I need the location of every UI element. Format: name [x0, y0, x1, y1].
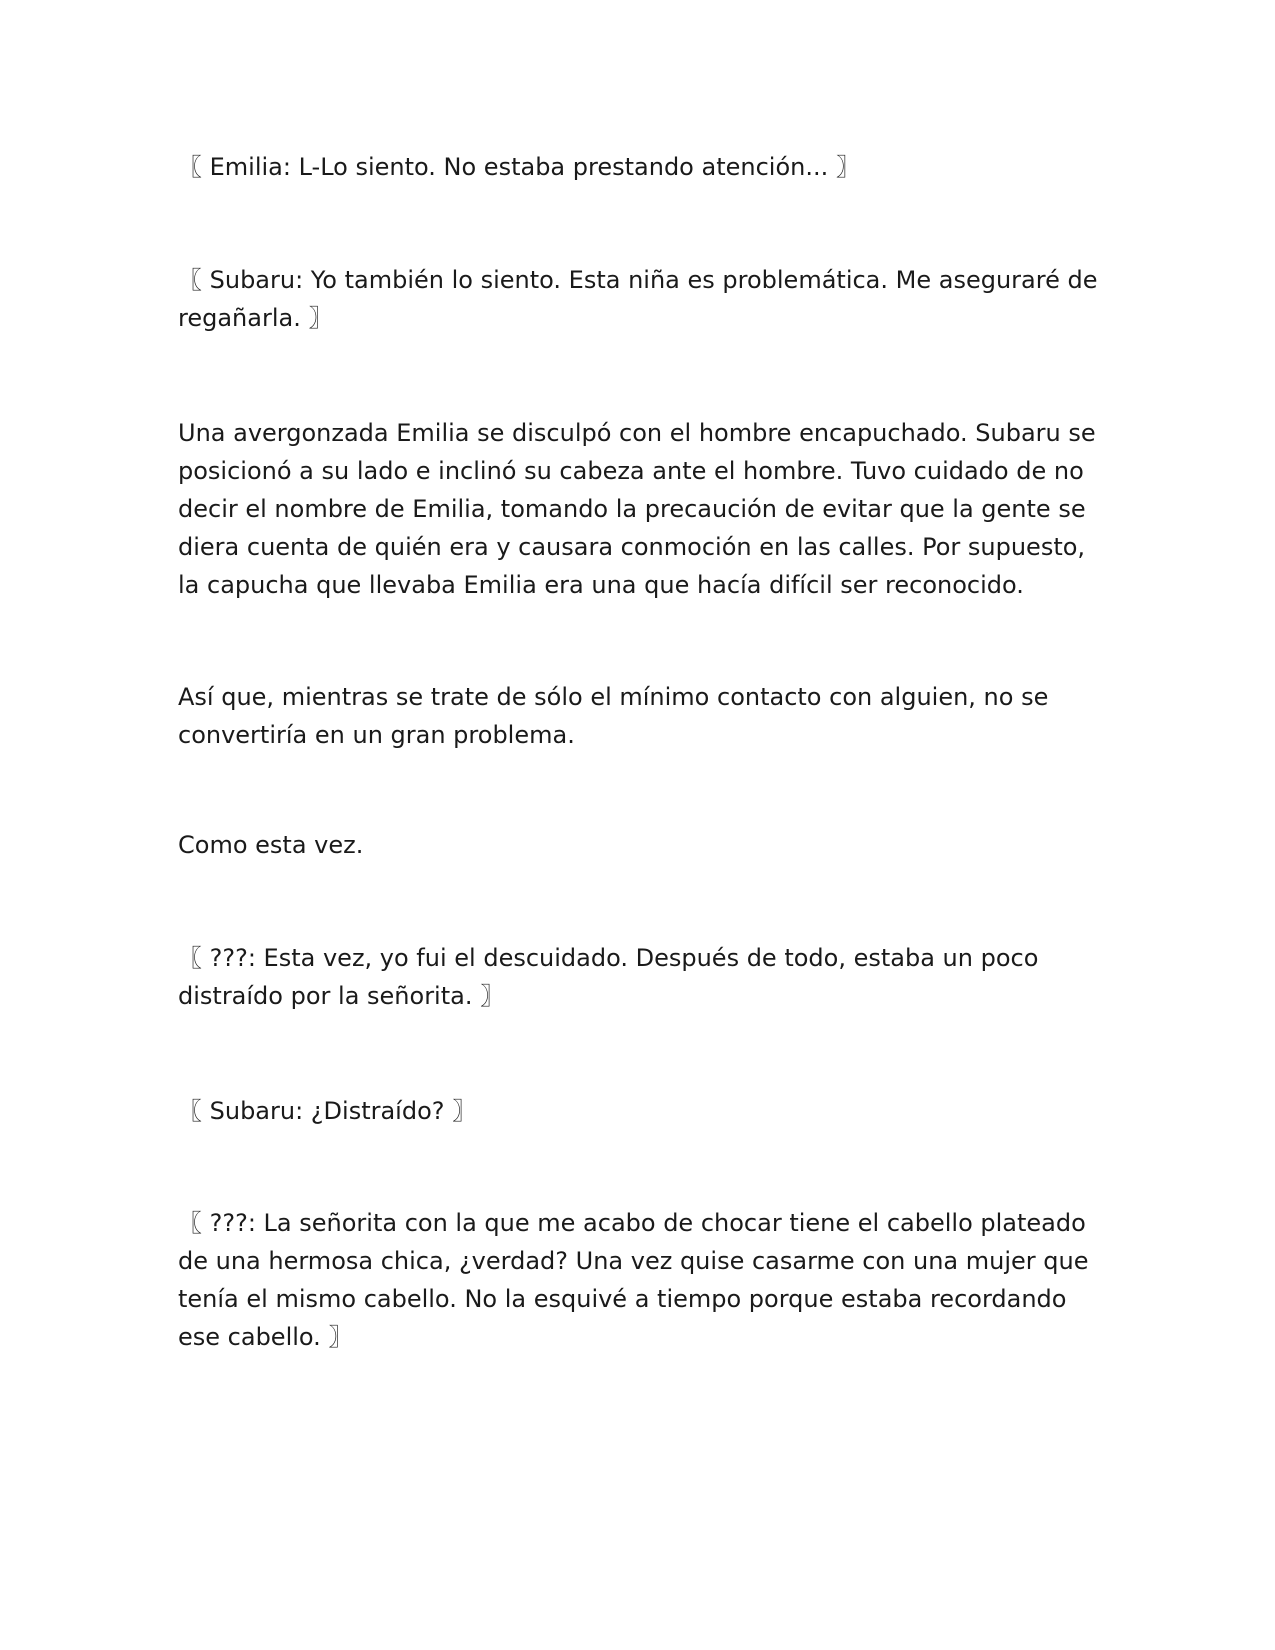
paragraph-emilia-apology: 〖 Emilia: L-Lo siento. No estaba prestando atención... 〗 — [178, 153, 860, 181]
paragraph-stranger-careless: 〖 ???: Esta vez, yo fui el descuidado. Después de todo, estaba un poco distraído por la señorita. 〗 — [178, 944, 1039, 1010]
paragraph-subaru-apology: 〖 Subaru: Yo también lo siento. Esta niña es problemática. Me aseguraré de regañarla. 〗 — [178, 266, 1098, 332]
paragraph-stranger-silver-hair: 〖 ???: La señorita con la que me acabo de chocar tiene el cabello plateado de una hermosa chica, ¿verdad? Una vez quise casarme con una mujer que tenía el mismo cabello. No la esquivé a tiempo porque estaba recordando ese cabello. 〗 — [178, 1209, 1089, 1351]
paragraph-narration-this-time: Como esta vez. — [178, 831, 364, 859]
paragraph-subaru-distracted: 〖 Subaru: ¿Distraído? 〗 — [178, 1097, 477, 1125]
paragraph-narration-contact: Así que, mientras se trate de sólo el mínimo contacto con alguien, no se convertiría en un gran problema. — [178, 683, 1049, 749]
paragraph-narration-hooded-man: Una avergonzada Emilia se disculpó con el hombre encapuchado. Subaru se posicionó a su lado e inclinó su cabeza ante el hombre. Tuvo cuidado de no decir el nombre de Emilia, tomando la precaución de evitar que la gente se diera cuenta de quién era y causara conmoción en las calles. Por supuesto, la capucha que llevaba Emilia era una que hacía difícil ser reconocido. — [178, 419, 1096, 599]
